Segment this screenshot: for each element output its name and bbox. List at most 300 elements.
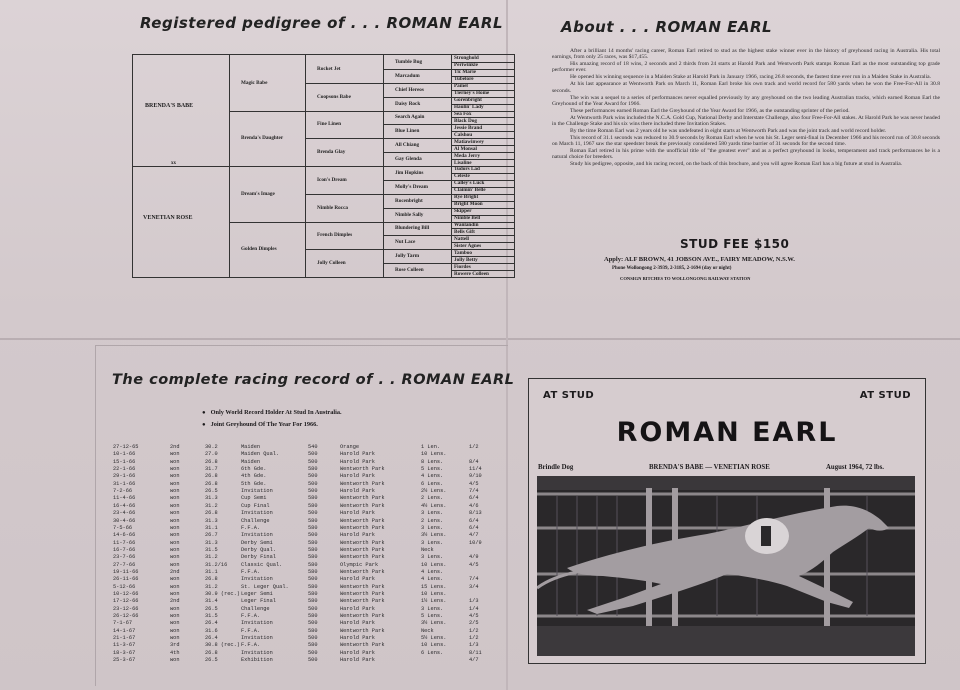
pedigree-gen5-name: Tubelore — [454, 76, 474, 83]
at-stud-right: AT STUD — [859, 390, 911, 401]
record-date: 7-1-67 — [113, 620, 133, 627]
record-track: Wentworth Park — [340, 554, 385, 561]
record-date: 18-3-67 — [113, 649, 136, 656]
record-date: 16-7-66 — [113, 546, 136, 553]
record-distance: 500 — [308, 635, 318, 642]
pedigree-rule — [383, 124, 451, 125]
pedigree-rule — [383, 249, 451, 250]
record-distance: 580 — [308, 546, 318, 553]
record-track: Harold Park — [340, 649, 375, 656]
record-track: Wentworth Park — [340, 583, 385, 590]
record-time: 27.0 — [205, 451, 218, 458]
record-time: 26.8 — [205, 480, 218, 487]
record-event: St. Leger Qual. — [241, 583, 289, 590]
pedigree-gen2-name: Brenda's Daughter — [241, 135, 284, 142]
poster-color: Brindle Dog — [538, 464, 574, 471]
pedigree-gen5-name: Pamel — [454, 83, 468, 90]
record-time: 31.3 — [205, 495, 218, 502]
record-margin: 3 Lens. — [421, 510, 444, 517]
record-odds: 1/3 — [469, 598, 479, 605]
record-date: 21-1-67 — [113, 635, 136, 642]
record-event: Cup Semi — [241, 495, 267, 502]
record-track: Harold Park — [340, 532, 375, 539]
pedigree-rule — [305, 166, 383, 167]
record-place: won — [170, 532, 180, 539]
record-event: Invitation — [241, 532, 273, 539]
record-place: won — [170, 466, 180, 473]
record-place: 3rd — [170, 642, 180, 649]
pedigree-gen5-name: Haulin' Lady — [454, 104, 484, 111]
about-paragraph: These performances earned Roman Earl the Greyhound of the Year Award for 1966, as the outstanding sprinter of the period. — [570, 107, 850, 114]
record-place: won — [170, 517, 180, 524]
record-place: won — [170, 591, 180, 597]
pedigree-rule — [383, 263, 451, 264]
record-event: 4th Gde. — [241, 473, 267, 480]
record-event: Maiden Qual. — [241, 451, 280, 458]
record-track: Harold Park — [340, 451, 375, 458]
record-odds: 6/4 — [469, 517, 479, 524]
pedigree-gen5-name: Fiordes — [454, 263, 471, 270]
record-odds: 8/4 — [469, 458, 479, 465]
record-track: Wentworth Park — [340, 591, 385, 597]
pedigree-gen5-name: Sister Agnes — [454, 242, 482, 249]
consign-line: CONSIGN BITCHES TO WOLLONGONG RAILWAY STATION — [620, 276, 751, 281]
record-title: The complete racing record of . . ROMAN EARL — [112, 372, 515, 388]
pedigree-rule — [383, 97, 451, 98]
about-paragraph: He opened his winning sequence in a Maiden Stake at Harold Park in January 1966, racing 26.8 seconds, the fastest time ever run in a Maiden Stake in Australia. — [570, 74, 932, 81]
record-distance: 500 — [308, 488, 318, 495]
pedigree-gen4-name: Molly's Dream — [395, 183, 428, 190]
record-distance: 500 — [308, 532, 318, 539]
record-date: 19-11-66 — [113, 568, 139, 575]
pedigree-gen4-name: Search Again — [395, 114, 425, 121]
record-distance: 580 — [308, 466, 318, 473]
record-odds: 4/9 — [469, 554, 479, 561]
record-time: 30.9 (rec.) — [205, 591, 240, 597]
pedigree-sire: BRENDA'S BABE — [145, 103, 194, 109]
pedigree-gen2-name: Golden Dimples — [241, 246, 277, 253]
record-odds: 6/4 — [469, 524, 479, 531]
record-margin: 10 Lens. — [421, 561, 447, 568]
record-time: 26.8 — [205, 473, 218, 480]
record-time: 26.8 — [205, 649, 218, 656]
stud-fee: STUD FEE $150 — [680, 237, 790, 251]
pedigree-gen5-name: Periwinkle — [454, 62, 478, 69]
record-event: F.F.A. — [241, 613, 261, 620]
record-track: Wentworth Park — [340, 480, 385, 487]
record-event: Leger Final — [241, 598, 276, 605]
pedigree-gen4-name: Gay Glenda — [395, 156, 422, 163]
record-place: won — [170, 576, 180, 583]
record-place: won — [170, 502, 180, 509]
record-distance: 500 — [308, 473, 318, 480]
fold-line-horizontal — [0, 338, 960, 340]
record-distance: 580 — [308, 583, 318, 590]
pedigree-gen5-name: Bells Gift — [454, 228, 475, 235]
record-distance: 500 — [308, 458, 318, 465]
record-margin: 4 Lens. — [421, 568, 444, 575]
record-place: won — [170, 561, 180, 568]
record-event: Classic Qual. — [241, 561, 283, 568]
about-paragraph: After a brilliant 14 months' racing career, Roman Earl retired to stud as the highest stake winner ever in the history of greyhound racing in Australia. His total earnings, from only 25 races, was $17,455. — [552, 48, 940, 61]
record-date: 27-12-65 — [113, 444, 139, 450]
record-track: Harold Park — [340, 473, 375, 480]
record-date: 29-1-66 — [113, 473, 136, 480]
record-place: won — [170, 627, 180, 634]
record-time: 30.8 (rec.) — [205, 642, 240, 649]
about-paragraph: His amazing record of 18 wins, 2 seconds and 2 thirds from 24 starts at Harold Park and Wentworth Park stamps Roman Earl as the most outstanding top grade performer ever. — [552, 61, 940, 74]
pedigree-gen5-name: Calley's Luck — [454, 180, 485, 187]
apply-address: Apply: ALF BROWN, 41 JOBSON AVE., FAIRY MEADOW, N.S.W. — [604, 256, 795, 263]
pedigree-gen4-name: Rocenbright — [395, 197, 423, 204]
stud-poster — [528, 378, 926, 664]
record-event: Invitation — [241, 510, 273, 517]
record-margin: 4½ Lens. — [421, 502, 447, 509]
pedigree-gen4-name: Chief Hereos — [395, 86, 424, 93]
record-margin: 10 Lens. — [421, 591, 447, 597]
pedigree-gen5-name: Sea Fox — [454, 110, 472, 117]
record-bullet: ● Only World Record Holder At Stud In Australia. — [202, 409, 342, 416]
record-date: 7-5-66 — [113, 524, 133, 531]
pedigree-gen5-name: Tudors Lad — [454, 166, 480, 173]
about-paragraph: Roman Earl retired in his prime with the unofficial title of "the greatest ever" and as a perfect greyhound in looks, temperament and track performances he is a natural choice for breeders. — [552, 148, 940, 161]
record-date: 26-12-66 — [113, 613, 139, 620]
record-place: won — [170, 613, 180, 620]
pedigree-rule — [383, 152, 451, 153]
pedigree-gen5-name: Stronghold — [454, 55, 479, 62]
record-distance: 540 — [308, 444, 318, 450]
record-date: 16-4-66 — [113, 502, 136, 509]
record-event: Derby Semi — [241, 539, 273, 546]
pedigree-gen2-name: Magic Babe — [241, 79, 268, 86]
pedigree-gen5-name: Meda Jerry — [454, 152, 481, 159]
record-odds: 4/5 — [469, 613, 479, 620]
about-title: About . . . ROMAN EARL — [561, 18, 773, 36]
record-track: Wentworth Park — [340, 502, 385, 509]
pedigree-gen5-name: Nattell — [454, 235, 469, 242]
record-margin: 3 Lens. — [421, 605, 444, 612]
pedigree-rule — [383, 69, 451, 70]
record-odds: 1/3 — [469, 642, 479, 649]
pedigree-gen3-name: Nimble Rocca — [317, 204, 348, 211]
record-margin: 6 Lens. — [421, 649, 444, 656]
record-place: won — [170, 539, 180, 546]
pedigree-dam: VENETIAN ROSE — [143, 215, 193, 221]
record-place: won — [170, 458, 180, 465]
record-odds: 11/4 — [469, 466, 482, 473]
pedigree-gen4-name: Nimble Sally — [395, 211, 424, 218]
record-distance: 580 — [308, 517, 318, 524]
pedigree-gen5-name: Tic Marie — [454, 69, 476, 76]
record-event: F.F.A. — [241, 568, 261, 575]
record-date: 30-4-66 — [113, 517, 136, 524]
record-track: Harold Park — [340, 488, 375, 495]
record-margin: Neck — [421, 627, 434, 634]
record-margin: Neck — [421, 546, 434, 553]
record-event: F.F.A. — [241, 627, 261, 634]
record-time: 26.8 — [205, 576, 218, 583]
pedigree-gen5-name: Gorenbright — [454, 97, 482, 104]
record-time: 31.4 — [205, 598, 218, 605]
record-event: Invitation — [241, 649, 273, 656]
pedigree-gen5-name: Black Dog — [454, 117, 477, 124]
record-event: Exhibition — [241, 657, 273, 664]
record-margin: 2 Lens. — [421, 517, 444, 524]
pedigree-gen5-name: Calshou — [454, 131, 473, 138]
record-distance: 500 — [308, 576, 318, 583]
about-paragraph: At his last appearance at Wentworth Park on March 11, Roman Earl broke his own track and world record for 580 yards when he won the Free-For-All in 30.8 seconds. — [552, 81, 940, 94]
record-event: 6th Gde. — [241, 466, 267, 473]
record-distance: 580 — [308, 561, 318, 568]
record-margin: 3 Lens. — [421, 539, 444, 546]
record-place: won — [170, 620, 180, 627]
pedigree-gen3-name: Brenda Glay — [317, 149, 346, 156]
at-stud-left: AT STUD — [543, 390, 595, 401]
record-odds: 1/2 — [469, 635, 479, 642]
record-event: Maiden — [241, 444, 261, 450]
record-place: won — [170, 488, 180, 495]
pedigree-rule — [305, 194, 383, 195]
record-date: 25-3-67 — [113, 657, 136, 664]
record-margin: 3½ Lens. — [421, 532, 447, 539]
record-distance: 580 — [308, 642, 318, 649]
record-track: Harold Park — [340, 635, 375, 642]
record-time: 31.6 — [205, 627, 218, 634]
record-time: 31.5 — [205, 613, 218, 620]
pedigree-rule — [305, 138, 383, 139]
record-time: 31.3 — [205, 539, 218, 546]
record-time: 31.2 — [205, 502, 218, 509]
record-date: 14-1-67 — [113, 627, 136, 634]
record-odds: 8/11 — [469, 649, 482, 656]
record-place: won — [170, 473, 180, 480]
pedigree-rule — [305, 222, 383, 223]
record-margin: 5 Lens. — [421, 466, 444, 473]
record-margin: 5 Lens. — [421, 613, 444, 620]
pedigree-gen4-name: Jolly Tarm — [395, 253, 420, 260]
record-margin: 1 Len. — [421, 444, 441, 450]
pedigree-gen5-name: Rye Bright — [454, 194, 479, 201]
pedigree-rule — [383, 83, 451, 84]
pedigree-gen3-name: Coopsons Babe — [317, 93, 351, 100]
record-time: 31.2 — [205, 583, 218, 590]
record-place: won — [170, 524, 180, 531]
record-odds: 2/5 — [469, 620, 479, 627]
record-odds: 1/2 — [469, 627, 479, 634]
record-track: Harold Park — [340, 510, 375, 517]
about-paragraph: By the time Roman Earl was 2 years old he was undefeated in eight starts at Wentworth Park and was the joint track and world record holder. — [570, 128, 887, 135]
record-odds: 6/4 — [469, 495, 479, 502]
poster-name: ROMAN EARL — [616, 417, 838, 448]
record-distance: 500 — [308, 480, 318, 487]
record-place: won — [170, 546, 180, 553]
record-date: 11-3-67 — [113, 642, 136, 649]
record-place: 2nd — [170, 598, 180, 605]
pedigree-gen5-name: Celeste — [454, 173, 470, 180]
record-distance: 500 — [308, 605, 318, 612]
pedigree-gen5-name: Lisaline — [454, 159, 472, 166]
record-track: Harold Park — [340, 576, 375, 583]
record-margin: 10 Lens. — [421, 451, 447, 458]
record-odds: 8/13 — [469, 510, 482, 517]
about-paragraph: The win was a sequel to a series of performances never equalled previously by any greyhound on the two leading Australian tracks, which earned Roman Earl the Greyhound of the Year Award for 1966. — [552, 94, 940, 107]
record-time: 26.5 — [205, 605, 218, 612]
record-event: Derby Final — [241, 554, 276, 561]
record-event: Invitation — [241, 576, 273, 583]
record-track: Wentworth Park — [340, 539, 385, 546]
pedigree-rule — [229, 111, 305, 112]
record-event: Invitation — [241, 488, 273, 495]
record-place: won — [170, 657, 180, 664]
pedigree-cross: xx — [171, 161, 176, 166]
pedigree-gen5-name: Skipper — [454, 208, 472, 215]
pedigree-gen4-name: Daisy Rock — [395, 100, 421, 107]
pedigree-rule — [229, 222, 305, 223]
record-date: 23-12-66 — [113, 605, 139, 612]
record-date: 11-7-66 — [113, 539, 136, 546]
record-date: 27-7-66 — [113, 561, 136, 568]
record-track: Harold Park — [340, 458, 375, 465]
record-time: 31.2 — [205, 554, 218, 561]
record-place: won — [170, 583, 180, 590]
record-event: Derby Qual. — [241, 546, 276, 553]
pedigree-gen5-name: Matiawinwey — [454, 138, 484, 145]
record-margin: 2 Lens. — [421, 495, 444, 502]
record-distance: 580 — [308, 502, 318, 509]
pedigree-gen4-name: Nut Lace — [395, 239, 416, 246]
record-date: 14-6-66 — [113, 532, 136, 539]
greyhound-photo-graphic — [537, 476, 915, 656]
record-track: Orange — [340, 444, 360, 450]
about-paragraph: This record of 31.1 seconds was reduced to 30.9 seconds by Roman Earl when he won his St. Leger semi-final in December 1966 and his record run of 30.8 seconds on March 11, 1967 saw the star speedster break the previously considered 580 yards time barrier of 31 seconds for the second time. — [552, 135, 940, 148]
record-event: Cup Final — [241, 502, 270, 509]
record-event: Maiden — [241, 458, 261, 465]
pedigree-gen2-name: Dream's Image — [241, 190, 275, 197]
record-margin: 10 Lens. — [421, 642, 447, 649]
record-odds: 7/4 — [469, 576, 479, 583]
record-track: Harold Park — [340, 620, 375, 627]
pedigree-gen4-name: Blundering Bill — [395, 225, 430, 232]
record-distance: 500 — [308, 620, 318, 627]
record-odds: 4/7 — [469, 532, 479, 539]
record-time: 31.5 — [205, 546, 218, 553]
record-place: 2nd — [170, 444, 180, 450]
record-track: Wentworth Park — [340, 642, 385, 649]
record-event: Challenge — [241, 517, 270, 524]
record-distance: 500 — [308, 451, 318, 458]
record-date: 11-4-66 — [113, 495, 136, 502]
record-place: 4th — [170, 649, 180, 656]
record-margin: 2½ Lens. — [421, 488, 447, 495]
record-date: 31-1-66 — [113, 480, 136, 487]
pedigree-rule — [383, 138, 451, 139]
pedigree-gen4-name: Tumble Bug — [395, 58, 423, 65]
pedigree-title: Registered pedigree of . . . ROMAN EARL — [140, 14, 504, 32]
record-event: F.F.A. — [241, 642, 261, 649]
record-time: 26.8 — [205, 510, 218, 517]
pedigree-gen3-name: Fine Linen — [317, 121, 342, 128]
record-distance: 500 — [308, 657, 318, 664]
record-time: 31.7 — [205, 466, 218, 473]
pedigree-rule — [383, 194, 451, 195]
record-time: 31.3 — [205, 517, 218, 524]
record-track: Wentworth Park — [340, 517, 385, 524]
pedigree-rule — [383, 208, 451, 209]
record-date: 5-12-66 — [113, 583, 136, 590]
record-place: won — [170, 495, 180, 502]
record-odds: 1/2 — [469, 444, 479, 450]
record-distance: 580 — [308, 598, 318, 605]
pedigree-rule — [383, 166, 451, 167]
record-distance: 580 — [308, 627, 318, 634]
record-odds: 1/4 — [469, 605, 479, 612]
record-track: Olympic Park — [340, 561, 379, 568]
record-date: 17-12-66 — [113, 598, 139, 605]
pedigree-gen4-name: Blue Linen — [395, 128, 420, 135]
record-track: Wentworth Park — [340, 568, 385, 575]
pedigree-gen3-name: Rocket Jet — [317, 65, 341, 72]
record-odds: 10/9 — [469, 539, 482, 546]
record-odds: 4/5 — [469, 561, 479, 568]
record-place: won — [170, 635, 180, 642]
record-margin: 3 Lens. — [421, 554, 444, 561]
record-place: won — [170, 510, 180, 517]
record-track: Wentworth Park — [340, 598, 385, 605]
record-track: Wentworth Park — [340, 627, 385, 634]
pedigree-rule — [383, 180, 451, 181]
pedigree-gen5-name: Wanlandin — [454, 221, 479, 228]
record-event: Leger Semi — [241, 591, 273, 597]
pedigree-gen4-name: Jim Hopkins — [395, 169, 424, 176]
record-date: 7-2-66 — [113, 488, 133, 495]
record-margin: 6 Lens. — [421, 480, 444, 487]
record-distance: 500 — [308, 649, 318, 656]
record-odds: 4/5 — [469, 480, 479, 487]
record-event: Challenge — [241, 605, 270, 612]
about-paragraph: At Wentworth Park wins included the N.C.A. Gold Cup, National Derby and Interstate Challenge, also four Free-For-All stakes. At Harold Park he was never headed in the Challenge Stake and his six wins there included three Invitation Stakes. — [552, 114, 940, 128]
record-distance: 580 — [308, 539, 318, 546]
record-date: 23-7-66 — [113, 554, 136, 561]
record-margin: 1½ Lens. — [421, 598, 447, 605]
about-text — [552, 48, 940, 168]
record-margin: 4 Lens. — [421, 576, 444, 583]
record-date: 15-1-66 — [113, 458, 136, 465]
pedigree-gen5-name: Jessie Brand — [454, 124, 483, 131]
pedigree-gen5-name: Tierney's Home — [454, 90, 490, 97]
record-margin: 3 Lens. — [421, 524, 444, 531]
record-time: 31.1 — [205, 568, 218, 575]
record-distance: 580 — [308, 554, 318, 561]
record-date: 10-12-66 — [113, 591, 139, 597]
record-distance: 580 — [308, 524, 318, 531]
record-event: Invitation — [241, 635, 273, 642]
record-time: 30.2 — [205, 444, 218, 450]
record-margin: 8 Lens. — [421, 458, 444, 465]
record-odds: 3/4 — [469, 583, 479, 590]
record-track: Wentworth Park — [340, 613, 385, 620]
pedigree-gen5-name: Tamboo — [454, 249, 472, 256]
record-event: Invitation — [241, 620, 273, 627]
record-distance: 580 — [308, 495, 318, 502]
poster-birth: August 1964, 72 lbs. — [826, 464, 884, 471]
pedigree-gen5-name: Nimble Bell — [454, 215, 481, 222]
pedigree-gen5-name: Jolly Betty — [454, 256, 478, 263]
record-time: 26.4 — [205, 635, 218, 642]
pedigree-gen5-name: Al Monsal — [454, 145, 477, 152]
pedigree-rule — [383, 111, 451, 112]
record-time: 26.4 — [205, 620, 218, 627]
record-bullet: ● Joint Greyhound Of The Year For 1966. — [202, 421, 318, 428]
